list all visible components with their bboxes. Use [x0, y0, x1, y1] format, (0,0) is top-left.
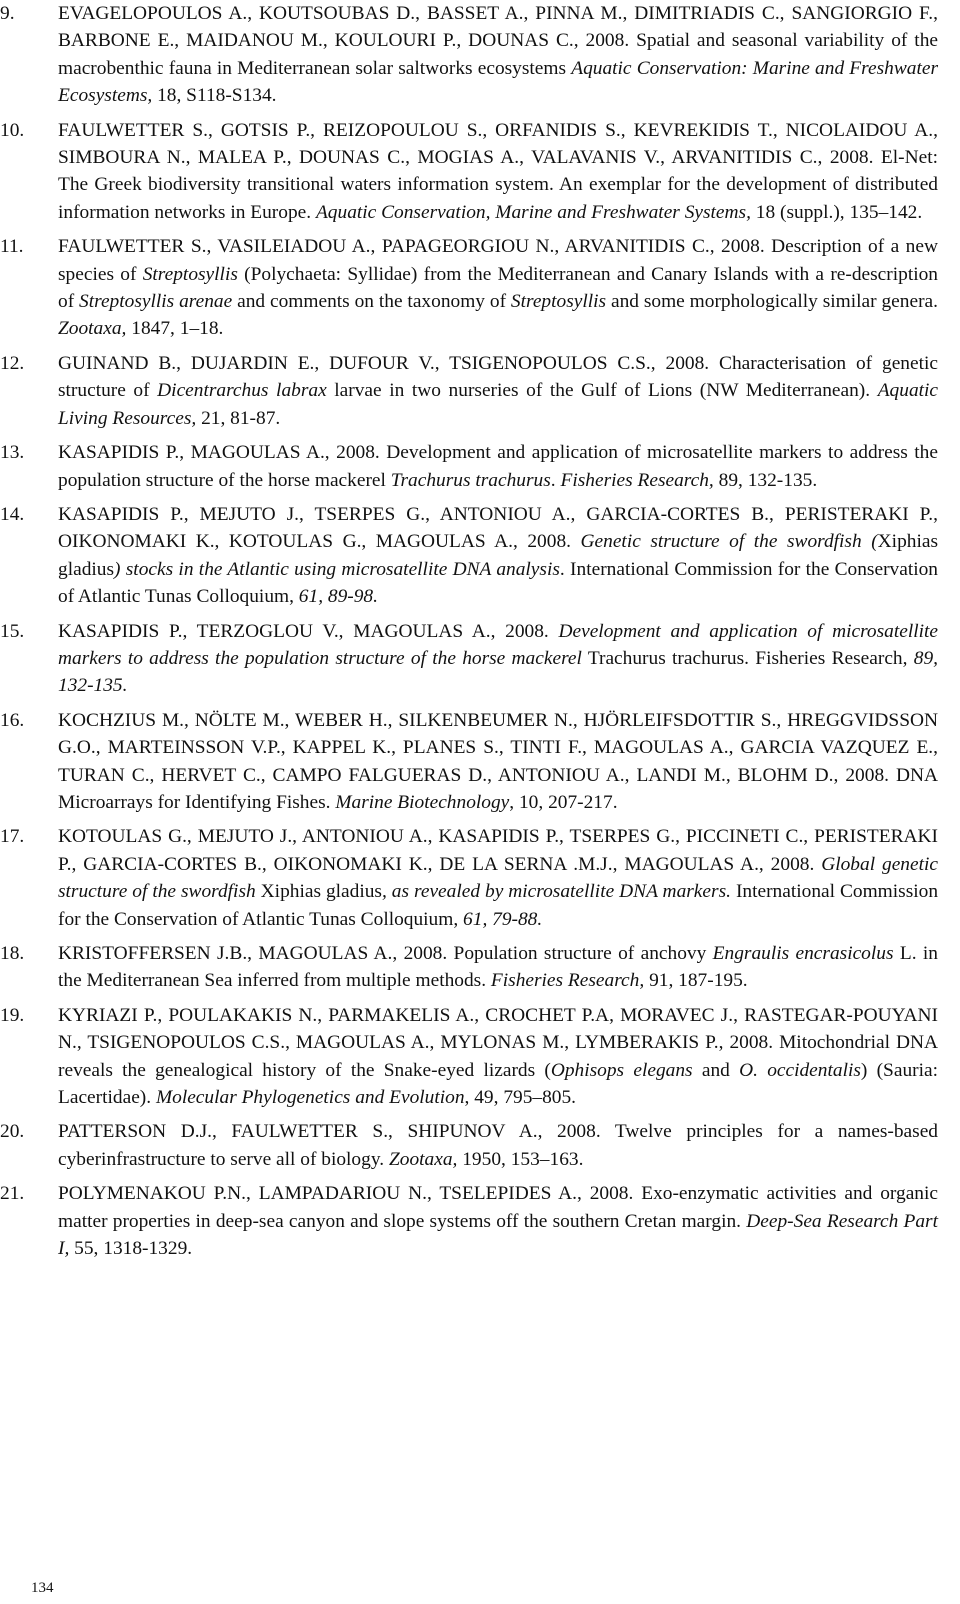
reference-italic-segment: Streptosyllis arenae — [79, 291, 233, 313]
reference-italic-segment: Aquatic Conservation, Marine and Freshwater Systems, — [315, 201, 751, 223]
reference-text — [58, 1180, 938, 1262]
reference-item — [0, 707, 938, 817]
reference-text — [58, 707, 938, 817]
reference-text — [58, 940, 938, 995]
reference-segment: 1950, 153–163. — [457, 1148, 584, 1170]
reference-number: 14. — [0, 503, 25, 525]
reference-segment: 55, 1318-1329. — [69, 1238, 193, 1260]
reference-item — [0, 350, 938, 432]
reference-italic-segment: Global genetic structure of the swordfish — [58, 853, 938, 903]
reference-number: 10. — [0, 119, 25, 141]
reference-segment: 18, S118-S134. — [152, 85, 277, 107]
reference-segment: Xiphias gladius — [255, 881, 382, 903]
reference-italic-segment: Streptosyllis — [510, 291, 607, 313]
reference-italic-segment: Zootaxa, — [58, 318, 127, 340]
reference-segment: Xiphias gladius — [58, 531, 938, 580]
reference-number: 19. — [0, 1004, 25, 1026]
reference-italic-segment: Streptosyllis — [142, 263, 238, 285]
reference-italic-segment: 89, 132-135. — [58, 647, 938, 697]
reference-item — [0, 940, 938, 995]
reference-item — [0, 1118, 938, 1173]
reference-segment: and — [692, 1059, 740, 1081]
reference-item — [0, 117, 938, 227]
reference-item — [0, 823, 938, 933]
reference-number: 17. — [0, 826, 25, 848]
reference-item — [0, 618, 938, 700]
reference-segment: International Commission for the Conservation of Atlantic Tunas Colloquium, — [58, 881, 939, 930]
reference-number: 13. — [0, 442, 25, 464]
reference-italic-segment: Molecular Phylogenetics and Evolution — [155, 1087, 465, 1109]
reference-text — [58, 1118, 938, 1173]
reference-segment: larvae in two nurseries of the Gulf of Lions (NW Mediterranean). — [326, 380, 878, 402]
reference-italic-segment: Zootaxa, — [388, 1148, 458, 1170]
reference-italic-segment: Ophisops elegans — [550, 1059, 693, 1081]
page-number: 134 — [31, 1580, 54, 1596]
reference-segment: KOCHZIUS M., NÖLTE M., WEBER H., SILKENBEUMER N., HJÖRLEIFSDOTTIR S., HREGGVIDSSON G.O., MARTEINSSON V.P., KAPPEL K., PLANES S., TINTI F., MAGOULAS A., GARCIA VAZQUEZ E., TURAN C., HERVET C., CAMPO FALGUERAS D., ANTONIOU A., LANDI M., BLOHM D., 2008. DNA Microarrays for Identifying Fishes. — [58, 709, 938, 813]
reference-segment: 89, 132-135. — [713, 469, 818, 491]
reference-segment: KRISTOFFERSEN J.B., MAGOULAS A., 2008. Population structure of anchovy — [58, 943, 713, 964]
reference-italic-segment: Aquatic Living Resources, — [58, 380, 939, 429]
reference-italic-segment: Engraulis encrasicolus — [712, 943, 894, 964]
reference-item — [0, 1002, 938, 1112]
reference-segment: (Polychaeta: Syllidae) from the Mediterranean and Canary Islands with a re-description of — [58, 263, 938, 313]
reference-text — [58, 0, 938, 110]
reference-segment: . International Commission for the Conservation of Atlantic Tunas Colloquium, — [58, 558, 939, 608]
reference-italic-segment: ) stocks in the Atlantic using microsatellite DNA analysis — [114, 558, 560, 580]
reference-segment: KYRIAZI P., POULAKAKIS N., PARMAKELIS A., CROCHET P.A, MORAVEC J., RASTEGAR-POUYANI N., TSIGENOPOULOS C.S., MAGOULAS A., MYLONAS M., LYMBERAKIS P., 2008. Mitochondrial DNA reveals the genealogical history of the Snake-eyed lizards ( — [58, 1004, 938, 1081]
reference-segment: POLYMENAKOU P.N., LAMPADARIOU N., TSELEPIDES A., 2008. Exo-enzymatic activities and organic matter properties in deep-sea canyon and slope systems off the southern Cretan margin. — [58, 1183, 938, 1232]
reference-italic-segment: Marine Biotechnology — [335, 791, 510, 813]
reference-italic-segment: , as revealed by microsatellite DNA markers. — [381, 881, 731, 903]
reference-number: 15. — [0, 620, 25, 642]
reference-segment: 1847, 1–18. — [126, 318, 224, 340]
reference-number: 16. — [0, 709, 25, 731]
reference-italic-segment: 61, 89-98. — [298, 586, 378, 608]
reference-number: 18. — [0, 943, 25, 964]
reference-segment: , 10, 207-217. — [509, 791, 618, 813]
reference-italic-segment: O. occidentalis — [739, 1059, 861, 1081]
reference-number: 9. — [0, 3, 15, 24]
reference-item — [0, 0, 938, 110]
reference-segment: KASAPIDIS P., MAGOULAS A., 2008. Development and application of microsatellite markers to address the population structure of the horse mackerel — [58, 442, 938, 491]
reference-segment: FAULWETTER S., GOTSIS P., REIZOPOULOU S., ORFANIDIS S., KEVREKIDIS T., NICOLAIDOU A., SIMBOURA N., MALEA P., DOUNAS C., MOGIAS A., VALAVANIS V., ARVANITIDIS C., 2008. El-Net: The Greek biodiversity transitional waters information system. An exemplar for the development of distributed information networks in Europe. — [58, 119, 938, 223]
reference-segment: FAULWETTER S., VASILEIADOU A., PAPAGEORGIOU N., ARVANITIDIS C., 2008. Description of a new species of — [58, 236, 938, 285]
reference-italic-segment: Aquatic Conservation: Marine and Freshwater Ecosystems, — [58, 57, 938, 107]
reference-segment: EVAGELOPOULOS A., KOUTSOUBAS D., BASSET A., PINNA M., DIMITRIADIS C., SANGIORGIO F., BARBONE E., MAIDANOU M., KOULOURI P., DOUNAS C., 2008. Spatial and seasonal variability of the macrobenthic fauna in Mediterranean solar saltworks ecosystems — [58, 3, 938, 79]
reference-segment: ) (Sauria: Lacertidae). — [58, 1059, 938, 1109]
reference-italic-segment: Genetic structure of the swordfish ( — [580, 531, 878, 553]
reference-number: 20. — [0, 1121, 25, 1143]
reference-text — [58, 1002, 938, 1112]
reference-italic-segment: Fisheries Research, — [490, 970, 645, 992]
reference-text — [58, 439, 938, 494]
reference-segment: , 49, 795–805. — [464, 1087, 577, 1109]
reference-segment: 91, 187-195. — [644, 970, 748, 992]
reference-segment: KASAPIDIS P., TERZOGLOU V., MAGOULAS A., 2008. — [58, 620, 559, 642]
reference-italic-segment: Development and application of microsatellite markers to address the population structure of the horse mackerel — [58, 620, 938, 669]
reference-number: 11. — [0, 236, 24, 258]
reference-segment: L. in the Mediterranean Sea inferred from multiple methods. — [58, 943, 938, 992]
reference-segment: KASAPIDIS P., MEJUTO J., TSERPES G., ANTONIOU A., GARCIA-CORTES B., PERISTERAKI P., OIKONOMAKI K., KOTOULAS G., MAGOULAS A., 2008. — [58, 503, 938, 553]
reference-text — [58, 823, 938, 933]
reference-italic-segment: Deep-Sea Research Part I, — [58, 1210, 938, 1260]
reference-text — [58, 350, 938, 432]
reference-item — [0, 233, 938, 343]
reference-segment: KOTOULAS G., MEJUTO J., ANTONIOU A., KASAPIDIS P., TSERPES G., PICCINETI C., PERISTERAKI P., GARCIA-CORTES B., OIKONOMAKI K., DE LA SERNA .M.J., MAGOULAS A., 2008. — [58, 826, 938, 875]
reference-text — [58, 618, 938, 700]
reference-segment: . — [550, 469, 561, 491]
reference-item — [0, 439, 938, 494]
reference-text — [58, 501, 938, 611]
reference-italic-segment: Dicentrarchus labrax — [157, 380, 327, 402]
reference-number: 21. — [0, 1183, 25, 1205]
reference-segment: PATTERSON D.J., FAULWETTER S., SHIPUNOV A., 2008. Twelve principles for a names-based cyberinfrastructure to serve all of biology. — [58, 1121, 938, 1170]
reference-segment: 18 (suppl.), 135–142. — [750, 201, 923, 223]
reference-item — [0, 501, 938, 611]
reference-text — [58, 117, 938, 227]
reference-segment: and some morphologically similar genera. — [606, 291, 938, 313]
reference-number: 12. — [0, 352, 25, 374]
reference-italic-segment: 61, 79-88. — [463, 908, 543, 930]
reference-text — [58, 233, 938, 343]
reference-segment: Trachurus trachurus. Fisheries Research, — [581, 647, 914, 669]
reference-segment: 21, 81-87. — [196, 407, 281, 429]
reference-segment: and comments on the taxonomy of — [232, 291, 511, 313]
reference-item — [0, 1180, 938, 1262]
reference-italic-segment: Fisheries Research, — [560, 469, 714, 491]
reference-segment: GUINAND B., DUJARDIN E., DUFOUR V., TSIGENOPOULOS C.S., 2008. Characterisation of genetic structure of — [58, 352, 938, 402]
reference-italic-segment: Trachurus trachurus — [390, 469, 551, 491]
